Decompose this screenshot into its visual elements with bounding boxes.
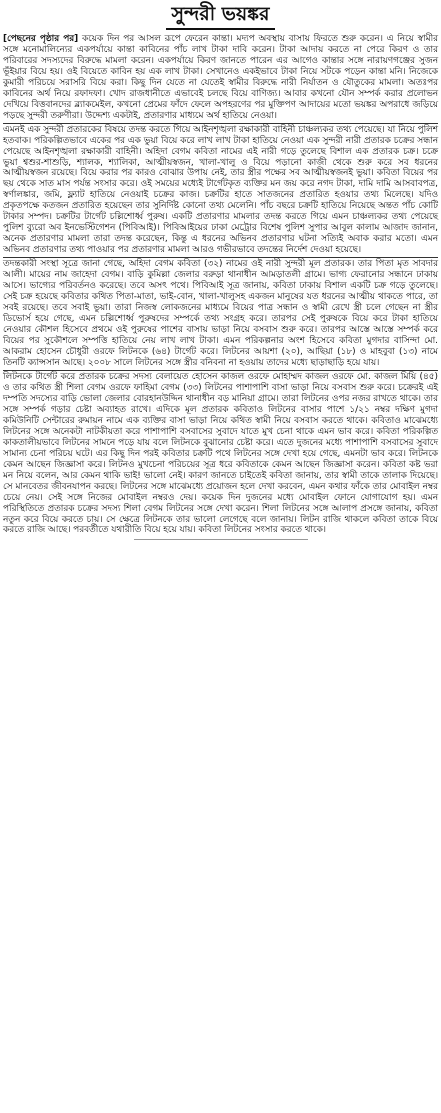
article-body bbox=[3, 34, 438, 537]
paragraph-1-text: কয়েক দিন পর আসল রূপে ফেরেন কান্তা। মদ্যপ অবস্থায় বাসায় ফিরতে শুরু করেন। এ নিয়ে স্বামীর সঙ্গে মনোমালিন্যের একপর্যায়ে কান্তা কাবিনের পাঁচ লাখ টাকা দাবি করেন। টাকা আদায় করতে না পেরে কিরণ ও তার পরিবারের সদস্যদের বিরুদ্ধে মামলা করেন। একপর্যায়ে কিরণ জানতে পারেন এর আগেও কান্তার সঙ্গে নারায়ণগঞ্জের সুজন ভূঁইয়ার বিয়ে হয়। ওই বিয়েতে কাবিন হয় এক লাখ টাকা। সেখানেও একইভাবে টাকা নিয়ে সটকে পড়েন কান্তা মনি। নিজেকে কুমারী পরিচয়ে সরাসরি বিয়ে করা। কিছু দিন যেতে না যেতেই স্বামীর বিরুদ্ধে নারী নির্যাতন ও যৌতুকের মামলা। অতঃপর কাবিনের অর্থ নিয়ে রফাদফা। খোদ রাজধানীতে এভাবেই চলছে বিয়ে বাণিজ্য। আবার কখনো যৌন সম্পর্ক করার প্রলোভন দেখিয়ে বিত্তবানদের ব্ল্যাকমেইল, কখনো প্রেমের ফাঁদে ফেলে অপহরণের পর মুক্তিপণ আদায়ের মতো ভয়ঙ্কর অপরাধে জড়িয়ে পড়ছে সুন্দরী তরুণীরা। উদ্দেশ্য একটাই, প্রতারণার মাধ্যমে অর্থ হাতিয়ে নেওয়া। bbox=[3, 33, 438, 121]
footer-rule bbox=[134, 539, 308, 540]
paragraph-divider bbox=[3, 123, 438, 124]
paragraph-divider bbox=[3, 370, 438, 371]
continued-from-label: [পেছনের পৃষ্ঠার পর] bbox=[3, 33, 79, 44]
article-paragraph-2: এমনই এক সুন্দরী প্রতারকের বিষয়ে তদন্ত করতে গিয়ে আইনশৃঙ্খলা রক্ষাকারী বাহিনী চাঞ্চল্যকর তথ্য পেয়েছে। যা নিয়ে পুলিশ হতবাক। পরিকল্পিতভাবে একের পর এক ভুয়া বিয়ে করে লাখ লাখ টাকা হাতিয়ে নেওয়া এক সুন্দরী নারী প্রতারক চক্রের সন্ধান পেয়েছে আইনশৃঙ্খলা রক্ষাকারী বাহিনী। অহিদা বেগম কবিতা নামের এই নারী গড়ে তুলেছে বিশাল এক প্রতারক চক্র। চক্রে ভুয়া শ্বশুর-শাশুড়ি, শ্যালক, শ্যালিকা, আত্মীয়স্বজন, খালা-খালু ও বিয়ে পড়ানো কাজী থেকে শুরু করে সব ধরনের আত্মীয়স্বজন রয়েছে। বিয়ে করার পর কারও বোঝার উপায় নেই, তার স্ত্রীর পক্ষের সব আত্মীয়স্বজনই ভুয়া। কবিতা বিয়ের পর ছয় থেকে সাত মাস পর্যন্ত সংসার করে। ওই সময়ের মধ্যেই টার্গেটকৃত ব্যক্তির মন জয় করে নগদ টাকা, দামি দামি আসবাবপত্র, স্বর্ণালঙ্কার, জমি, ফ্ল্যাট হাতিয়ে নেওয়াই চক্রের কাজ। চক্রটির হাতে সাতজনের প্রতারিত হওয়ার তথ্য মিলেছে। যদিও প্রকৃতপক্ষে কতজন প্রতারিত হয়েছেন তার সুনির্দিষ্ট কোনো তথ্য মেলেনি। পাঁচ বছরে চক্রটি হাতিয়ে নিয়েছে অন্তত পাঁচ কোটি টাকার সম্পদ। চক্রটির টার্গেট চল্লিশোর্ধ্ব পুরুষ। একটি প্রতারণার মামলার তদন্ত করতে গিয়ে এমন চাঞ্চল্যকর তথ্য পেয়েছে পুলিশ ব্যুরো অব ইনভেস্টিগেশন (পিবিআই)। পিবিআইয়ের ঢাকা মেট্রোর বিশেষ পুলিশ সুপার আবুল কালাম আজাদ জানান, অনেক প্রতারণার মামলা তারা তদন্ত করেছেন, কিন্তু এ ধরনের অভিনব প্রতারণার ঘটনা সত্যিই অবাক করার মতো। এমন অভিনব প্রতারণার তথ্য পাওয়ার পর প্রতারণার মামলা আরও গভীরভাবে তদন্তের নির্দেশ দেওয়া হয়েছে। bbox=[3, 124, 438, 256]
article-paragraph-4: লিটনকে টার্গেট করে প্রতারক চক্রের সদস্য বেলায়েত হোসেন কাজল ওরফে মোহাম্মদ কাজল ওরফে মো. কাজল মিয়ি (৪৫) ও তার কথিত স্ত্রী শিলা বেগম ওরফে ফাহিমা বেগম (৩৩) লিটনের পাশাপাশি বাসা ভাড়া নিয়ে বসবাস শুরু করে। চক্রেরই এই দম্পতি সদস্যের বাড়ি ভোলা জেলার বোরহানউদ্দিন থানাধীন বড় মানিয়া গ্রামে। তারা লিটনের ওপর নজর রাখতে থাকে। তার সঙ্গে সম্পর্ক গড়ার চেষ্টা অব্যাহত রাখে। এদিকে মূল প্রতারক কবিতাও লিটনের বাসার পাশে ১/২১ নম্বর দক্ষিণ মুগদা কমিউনিটি সেন্টারের রুমায়ন নামে এক ব্যক্তির বাসা ভাড়া নিয়ে কথিত স্বামী নিয়ে বসবাস করতে থাকে। কবিতাও মাঝেমধ্যে লিটনের সঙ্গে অনেকটা নাটকীয়তা করে পাশাপাশি বসবাসের সুবাদে যাতে মুখ চেনা থাকে এমন ভাব করে। কবিতা পরিকল্পিত কাকতালীয়ভাবে লিটনের সামনে পড়ে যায় বলে লিটনকে বুঝানোর চেষ্টা করে। এতে দুজনের মধ্যে পাশাপাশি বসবাসের সুবাদে সামান্য চেনা পরিচয় ঘটে। এর কিছু দিন পরই কবিতার চক্রটি পথে লিটনের সঙ্গে দেখা হয়ে গেছে, এমনটা ভাব করে। লিটনকে কেমন আছেন জিজ্ঞাসা করে। লিটনও মুখচেনা পরিচয়ের সূত্র ধরে কবিতাকে কেমন আছেন জিজ্ঞাসা করেন। কবিতা কষ্ট ভরা মন নিয়ে বলেন, আর কেমন থাকি ভাই! ভালো নেই। কারণ জানতে চাইতেই কবিতা জানায়, তার স্বামী তাকে তালাক দিয়েছে। সে মানবেতর জীবনযাপন করছে। লিটনের সঙ্গে মাঝেমধ্যে প্রয়োজন হলে দেখা করবেন, এমন কথার ফাঁকে তার মোবাইল নম্বর চেয়ে নেয়। সেই সঙ্গে নিজের মোবাইল নম্বরও দেয়। কয়েক দিন দুজনের মধ্যে মোবাইল ফোনে যোগাযোগ হয়। এমন পরিস্থিতিতে প্রতারক চক্রের সদস্য শিলা বেগম লিটনের সঙ্গে দেখা করেন। শিলা লিটনের সঙ্গে আলাপ প্রসঙ্গে জানায়, কবিতা নতুন করে বিয়ে করতে চায়। সে ক্ষেত্রে লিটনকে তার ভালো লেগেছে বলে জানায়। লিটন রাজি থাকলে কবিতা তাকে বিয়ে করতে রাজি আছে। পরবর্তীতে যথারীতি বিয়ে হয়ে যায়। কবিতা লিটনের সংসার করতে থাকে। bbox=[3, 371, 438, 536]
article-paragraph-3: তদন্তকারী সংস্থা সূত্রে জানা গেছে, অহিদা বেগম কবিতা (৩২) নামের ওই নারী সুন্দরী মূল প্রতারক। তার পিতা মৃত সাবদার আলী। মায়ের নাম জাহেদা বেগম। বাড়ি কুমিল্লা জেলার বরুড়া থানাধীন আমড়াতলী গ্রামে। ভাগ্য ফেরানোর সন্ধানে ঢাকায় আসে। ভাগ্যের পরিবর্তনও করেছে। তবে অসৎ পথে। পিবিআই সূত্র জানায়, কবিতা ঢাকায় বিশাল একটি চক্র গড়ে তুলেছে। সেই চক্র হয়েছে কবিতার কথিত পিতা-মাতা, ভাই-বোন, খালা-খালুসহ একজন মানুষের যত ধরনের আত্মীয় থাকতে পারে, তা সবই রয়েছে। তবে সবাই ভুয়া। তারা নিজস্ব লোকজনের মাধ্যমে বিয়ের পাত্র সন্ধান ও স্বামী রেখে স্ত্রী চলে গেছেন না স্ত্রীর ডিভোর্স হয়ে গেছে, এমন চল্লিশোর্ধ্ব পুরুষদের সম্পর্কে তথ্য সংগ্রহ করে। তারপর সেই পুরুষকে বিয়ে করে টাকা হাতিয়ে নেওয়ার কৌশল হিসেবে প্রথমে ওই পুরুষের পাশের বাসায় ভাড়া নিয়ে বসবাস শুরু করে। তারপর আস্তে আস্তে সম্পর্ক করে বিয়ের পর সুকৌশলে সম্পত্তি হাতিয়ে নেয় লাখ লাখ টাকা। এমন পরিকল্পনার অংশ হিসেবে কবিতা মুগদার বাসিন্দা মো. আকরাম হোসেন চৌধুরী ওরফে লিটনকে (৬৪) টার্গেট করে। লিটনের আয়শা (২০), আছিয়া (১৮) ও মাহবুবা (১৩) নামে তিনটি ক্যান্সসান আছে। ২০০৮ সালে লিটনের সঙ্গে স্ত্রীর বনিবনা না হওয়ায় তাদের মধ্যে ছাড়াছাড়ি হয়ে যায়। bbox=[3, 259, 438, 368]
article-paragraph-1 bbox=[3, 34, 438, 122]
article-headline: সুন্দরী ভয়ঙ্কর bbox=[166, 4, 276, 30]
headline-container bbox=[3, 4, 438, 30]
